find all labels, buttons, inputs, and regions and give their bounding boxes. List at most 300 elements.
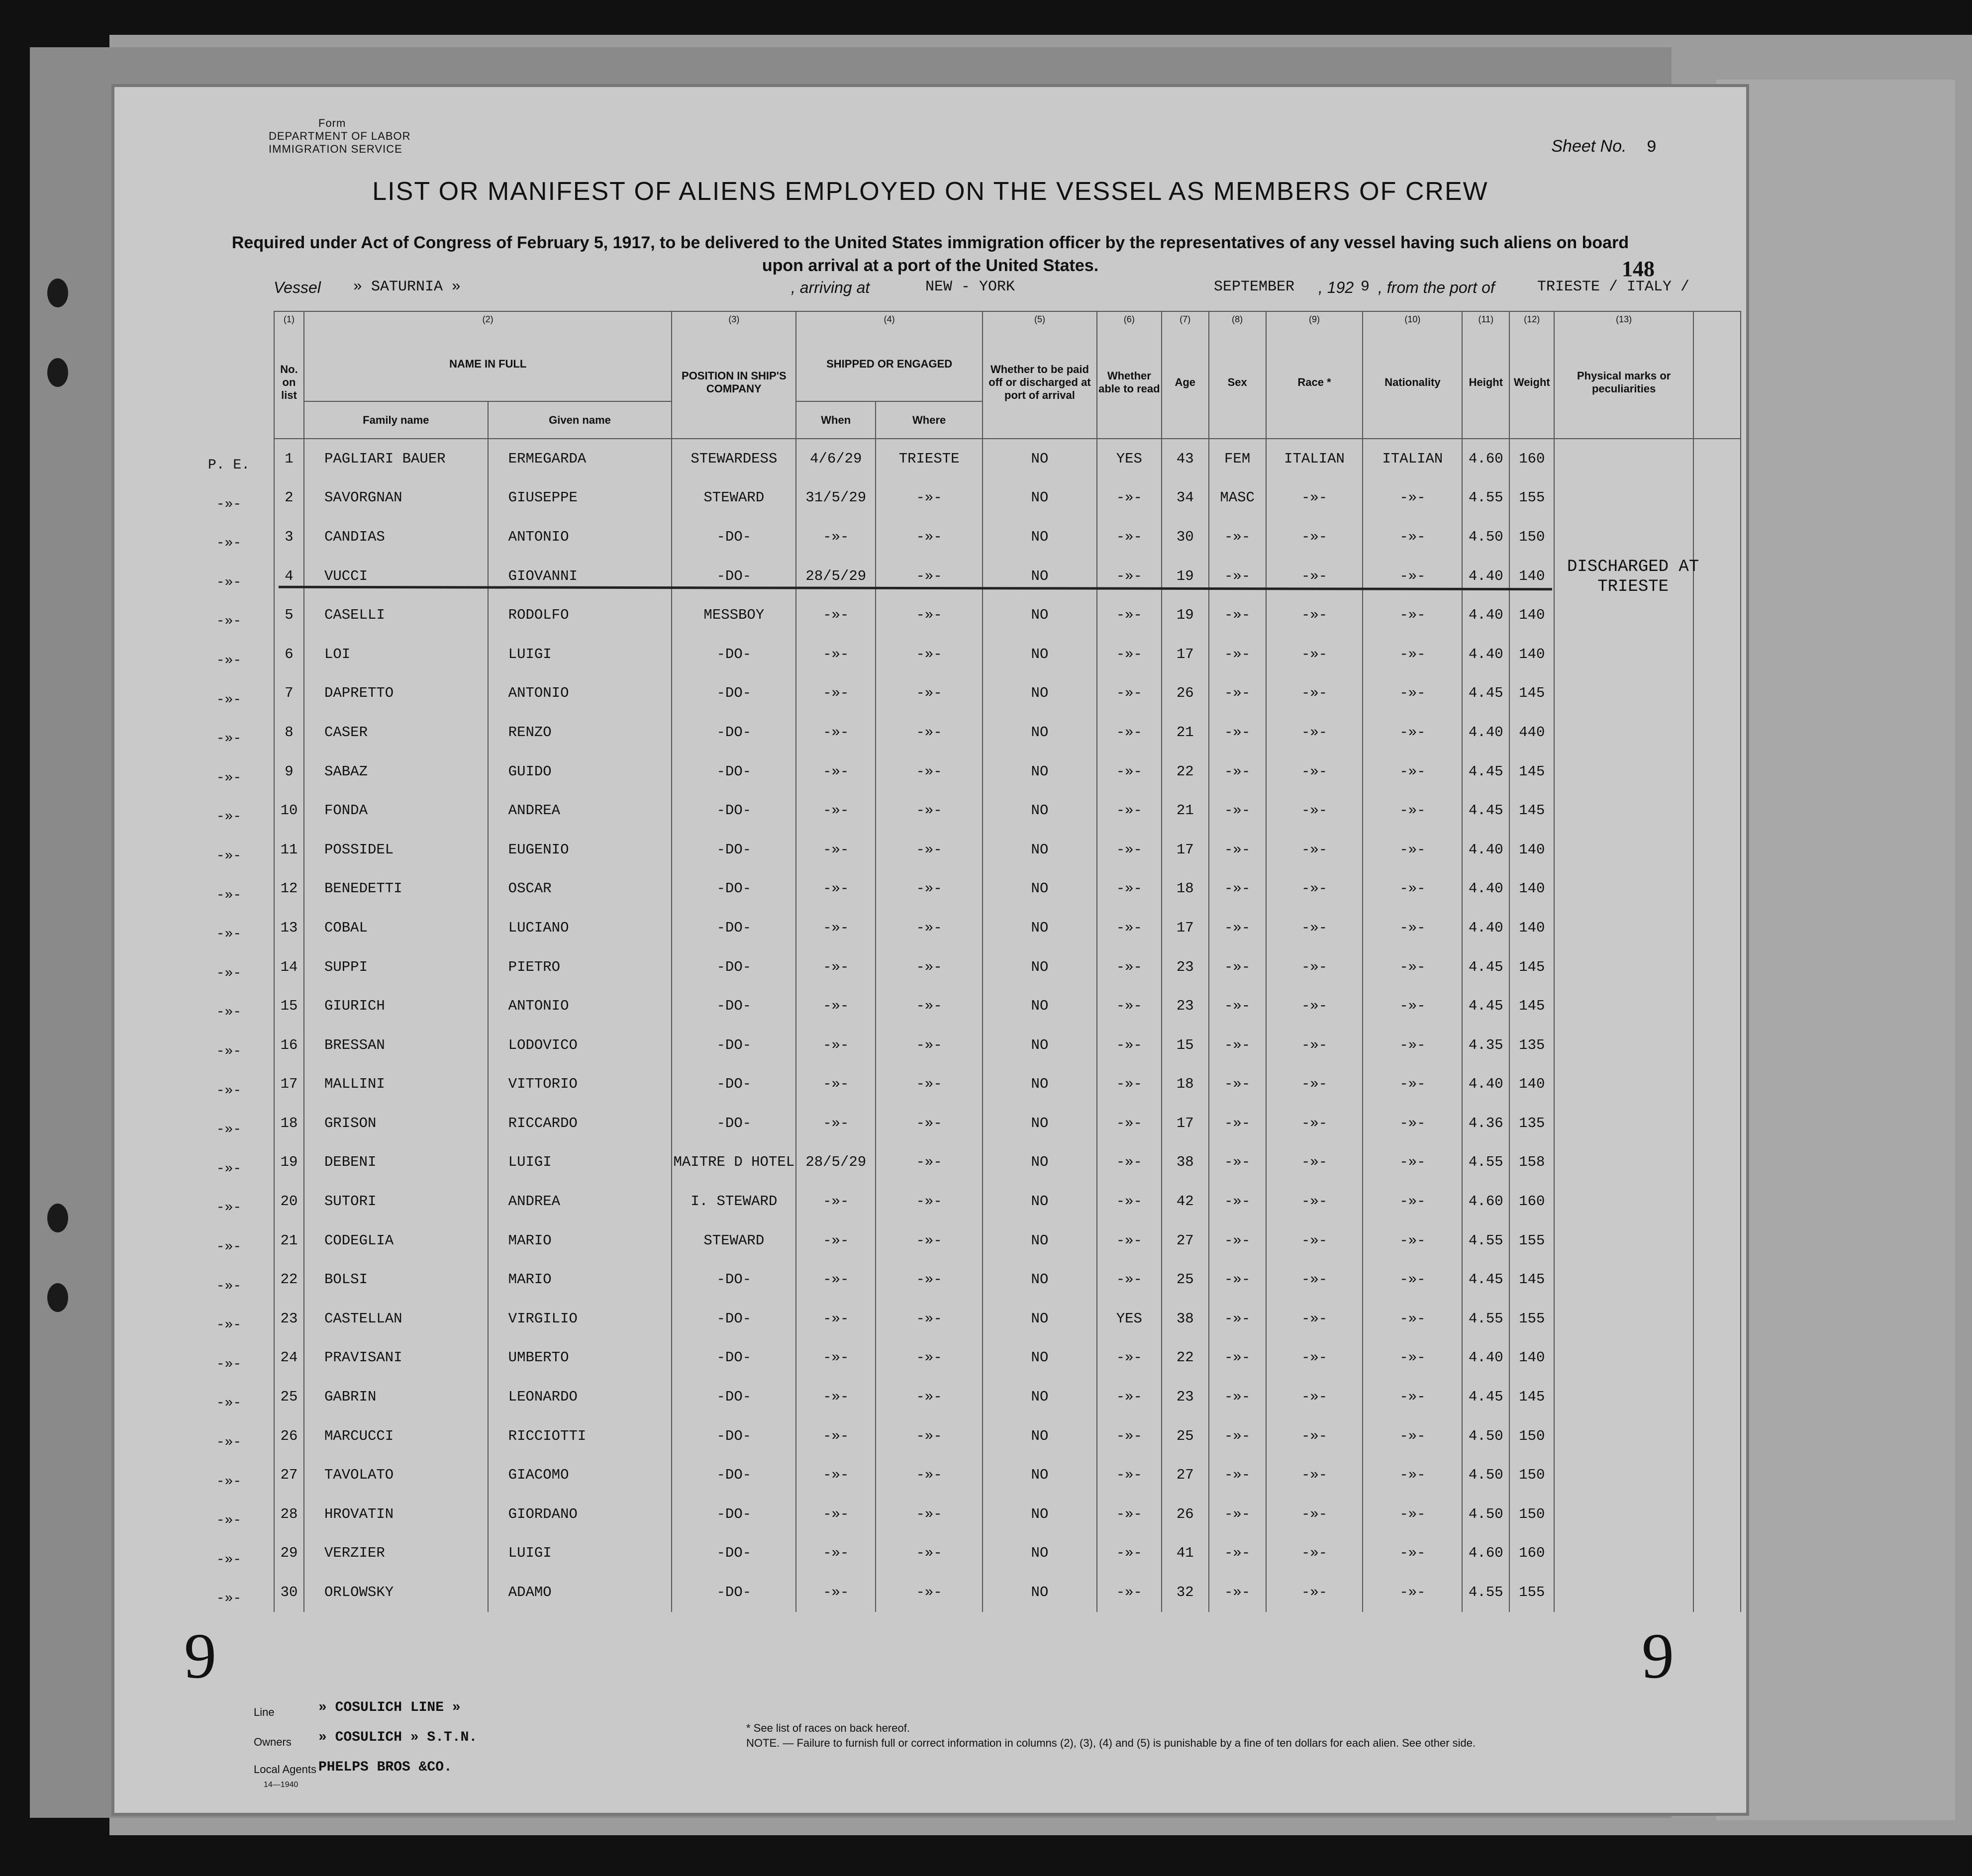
cell-race: -»- [1266,713,1363,752]
cell-marks [1554,713,1693,752]
cell-family: DEBENI [304,1143,488,1182]
cell-race: -»- [1266,674,1363,713]
cell-paid: NO [983,830,1097,869]
sheet-label: Sheet No. [1551,137,1627,156]
cell-sex: -»- [1209,674,1266,713]
cell-paid: NO [983,1026,1097,1065]
owners-label: Owners [254,1736,292,1748]
left-ditto-mark: -»- [216,1474,242,1490]
left-ditto-mark: -»- [216,574,242,590]
discharged-line: DISCHARGED AT [1567,558,1699,576]
cell-weight: 145 [1509,1377,1554,1416]
cell-where: -»- [876,674,983,713]
cell-weight: 160 [1509,439,1554,478]
crew-table [274,311,1741,1612]
cell-marks [1554,478,1693,518]
cell-height: 4.40 [1462,869,1509,909]
cell-blank [1693,713,1741,752]
cell-family: BOLSI [304,1260,488,1299]
left-ditto-mark: -»- [216,848,242,864]
cell-blank [1693,595,1741,635]
cell-age: 18 [1162,869,1209,909]
cell-race: ITALIAN [1266,439,1363,478]
year-value: 9 [1361,279,1370,295]
cell-family: SABAZ [304,752,488,791]
cell-no: 2 [274,478,304,518]
cell-race: -»- [1266,635,1363,674]
form-label: Form [318,117,346,129]
cell-age: 38 [1162,1299,1209,1338]
cell-sex: -»- [1209,1573,1266,1612]
cell-height: 4.40 [1462,908,1509,947]
cell-no: 28 [274,1495,304,1534]
table-row [274,439,1741,478]
cell-marks [1554,1143,1693,1182]
cell-sex: -»- [1209,1338,1266,1378]
cell-where: -»- [876,635,983,674]
cell-when: -»- [796,908,876,947]
cell-given: GIORDANO [488,1495,672,1534]
cell-race: -»- [1266,752,1363,791]
cell-age: 27 [1162,1221,1209,1260]
cell-sex: -»- [1209,1065,1266,1104]
col-num: (4) [796,311,983,327]
cell-weight: 150 [1509,517,1554,557]
header-family-name: Family name [304,401,488,439]
cell-age: 38 [1162,1143,1209,1182]
table-row [274,1455,1741,1495]
cell-weight: 145 [1509,791,1554,830]
cell-height: 4.35 [1462,1026,1509,1065]
cell-sex: -»- [1209,1416,1266,1456]
cell-position: -DO- [672,1338,796,1378]
header-blank [1693,327,1741,439]
header-paid-off: Whether to be paid off or discharged at port of arrival [983,327,1097,439]
cell-read: -»- [1097,517,1162,557]
cell-nat: -»- [1363,1377,1462,1416]
left-ditto-mark: -»- [216,965,242,981]
cell-family: CODEGLIA [304,1221,488,1260]
cell-where: -»- [876,557,983,596]
cell-read: -»- [1097,1182,1162,1221]
cell-when: -»- [796,1455,876,1495]
cell-weight: 135 [1509,1104,1554,1143]
cell-paid: NO [983,439,1097,478]
cell-read: -»- [1097,1221,1162,1260]
from-port: TRIESTE / ITALY / [1537,279,1690,295]
cell-weight: 145 [1509,986,1554,1026]
header-read: Whether able to read [1097,327,1162,439]
cell-marks [1554,1026,1693,1065]
cell-weight: 150 [1509,1495,1554,1534]
stamp-number: 148 [1622,257,1655,281]
cell-no: 29 [274,1534,304,1573]
page-subtitle: Required under Act of Congress of February 5, 1917, to be delivered to the United States immigration officer by the representatives of any vessel having such aliens on board upon arrival at a port of the United States. [231,233,1629,275]
cell-read: -»- [1097,1416,1162,1456]
cell-sex: -»- [1209,1377,1266,1416]
cell-sex: -»- [1209,1260,1266,1299]
cell-race: -»- [1266,1221,1363,1260]
cell-no: 15 [274,986,304,1026]
binder-hole [47,279,68,307]
cell-when: -»- [796,1221,876,1260]
table-row [274,1299,1741,1338]
cell-weight: 160 [1509,1534,1554,1573]
cell-no: 19 [274,1143,304,1182]
cell-when: -»- [796,1338,876,1378]
cell-age: 19 [1162,595,1209,635]
table-row [274,1221,1741,1260]
cell-when: -»- [796,1299,876,1338]
cell-nat: -»- [1363,1143,1462,1182]
crew-rows [274,439,1741,1612]
cell-where: -»- [876,1416,983,1456]
cell-read: -»- [1097,1573,1162,1612]
cell-position: -DO- [672,1260,796,1299]
cell-nat: -»- [1363,1299,1462,1338]
cell-when: -»- [796,1495,876,1534]
cell-no: 16 [274,1026,304,1065]
cell-nat: -»- [1363,986,1462,1026]
cell-paid: NO [983,635,1097,674]
header-race: Race * [1266,327,1363,439]
cell-position: -DO- [672,1495,796,1534]
cell-blank [1693,674,1741,713]
cell-blank [1693,869,1741,909]
left-ditto-mark: -»- [216,1396,242,1411]
cell-age: 42 [1162,1182,1209,1221]
header-nationality: Nationality [1363,327,1462,439]
cell-height: 4.45 [1462,674,1509,713]
cell-age: 17 [1162,635,1209,674]
cell-position: -DO- [672,752,796,791]
cell-family: DAPRETTO [304,674,488,713]
cell-family: FONDA [304,791,488,830]
cell-where: -»- [876,595,983,635]
cell-paid: NO [983,1143,1097,1182]
cell-paid: NO [983,1260,1097,1299]
cell-height: 4.55 [1462,1299,1509,1338]
cell-height: 4.50 [1462,1455,1509,1495]
left-ditto-mark: -»- [216,1435,242,1450]
cell-weight: 140 [1509,908,1554,947]
cell-given: GIUSEPPE [488,478,672,518]
cell-given: LUIGI [488,635,672,674]
binder-hole [47,1204,68,1232]
cell-when: -»- [796,1182,876,1221]
cell-given: LUCIANO [488,908,672,947]
cell-family: COBAL [304,908,488,947]
cell-race: -»- [1266,1573,1363,1612]
cell-age: 21 [1162,791,1209,830]
cell-sex: -»- [1209,752,1266,791]
header-shipped: SHIPPED OR ENGAGED [796,327,983,401]
cell-weight: 140 [1509,635,1554,674]
cell-paid: NO [983,986,1097,1026]
table-row [274,635,1741,674]
table-row [274,1026,1741,1065]
cell-read: -»- [1097,791,1162,830]
cell-blank [1693,1495,1741,1534]
cell-read: -»- [1097,1065,1162,1104]
cell-height: 4.40 [1462,830,1509,869]
left-ditto-mark: -»- [216,1317,242,1333]
sheet-value: 9 [1646,138,1657,157]
cell-blank [1693,752,1741,791]
cell-family: VUCCI [304,557,488,596]
left-ditto-mark: -»- [216,1044,242,1059]
cell-paid: NO [983,1534,1097,1573]
cell-no: 14 [274,947,304,987]
col-num: (13) [1554,311,1693,327]
cell-where: -»- [876,1104,983,1143]
cell-race: -»- [1266,986,1363,1026]
cell-family: POSSIDEL [304,830,488,869]
cell-where: -»- [876,1221,983,1260]
left-ditto-mark: -»- [216,1161,242,1177]
cell-marks [1554,830,1693,869]
left-ditto-mark: -»- [216,614,242,630]
cell-blank [1693,1143,1741,1182]
cell-nat: -»- [1363,1026,1462,1065]
cell-position: -DO- [672,1299,796,1338]
cell-no: 12 [274,869,304,909]
cell-height: 4.40 [1462,1338,1509,1378]
cell-weight: 145 [1509,752,1554,791]
col-num: (11) [1462,311,1509,327]
col-num: (10) [1363,311,1462,327]
cell-when: 28/5/29 [796,557,876,596]
cell-blank [1693,557,1741,596]
cell-blank [1693,478,1741,518]
cell-marks [1554,1416,1693,1456]
cell-position: -DO- [672,1534,796,1573]
cell-marks [1554,908,1693,947]
header-name-in-full: NAME IN FULL [304,327,672,401]
cell-paid: NO [983,1182,1097,1221]
table-row [274,517,1741,557]
note-races: * See list of races on back hereof. [746,1722,910,1734]
cell-paid: NO [983,478,1097,518]
cell-age: 19 [1162,557,1209,596]
vessel-label: Vessel [274,279,321,296]
cell-family: CANDIAS [304,517,488,557]
cell-nat: -»- [1363,1416,1462,1456]
cell-position: STEWARD [672,478,796,518]
arrival-date: SEPTEMBER [1214,279,1295,295]
cell-position: -DO- [672,830,796,869]
left-ditto-mark: -»- [216,1513,242,1529]
cell-sex: -»- [1209,791,1266,830]
cell-blank [1693,1026,1741,1065]
cell-read: -»- [1097,1495,1162,1534]
cell-sex: -»- [1209,1534,1266,1573]
cell-paid: NO [983,791,1097,830]
cell-paid: NO [983,1299,1097,1338]
cell-nat: -»- [1363,1182,1462,1221]
table-row [274,1534,1741,1573]
cell-blank [1693,1455,1741,1495]
left-ditto-mark: -»- [216,653,242,668]
cell-race: -»- [1266,908,1363,947]
cell-weight: 135 [1509,1026,1554,1065]
cell-race: -»- [1266,1182,1363,1221]
cell-given: PIETRO [488,947,672,987]
cell-no: 17 [274,1065,304,1104]
cell-weight: 158 [1509,1143,1554,1182]
cell-race: -»- [1266,1026,1363,1065]
cell-position: -DO- [672,1065,796,1104]
cell-weight: 140 [1509,1338,1554,1378]
left-ditto-mark: -»- [216,1122,242,1138]
cell-read: -»- [1097,908,1162,947]
cell-read: -»- [1097,557,1162,596]
cell-given: ANDREA [488,1182,672,1221]
cell-family: BRESSAN [304,1026,488,1065]
cell-when: -»- [796,869,876,909]
left-ditto-mark: -»- [216,809,242,825]
cell-weight: 155 [1509,1573,1554,1612]
left-ditto-mark: -»- [216,536,242,552]
cell-read: -»- [1097,830,1162,869]
table-row [274,478,1741,518]
cell-when: -»- [796,986,876,1026]
cell-nat: -»- [1363,517,1462,557]
col-num: (8) [1209,311,1266,327]
cell-no: 7 [274,674,304,713]
line-label: Line [254,1706,275,1718]
cell-age: 17 [1162,908,1209,947]
cell-given: ANTONIO [488,986,672,1026]
cell-no: 9 [274,752,304,791]
cell-nat: -»- [1363,752,1462,791]
cell-read: -»- [1097,674,1162,713]
table-row [274,986,1741,1026]
cell-marks [1554,1260,1693,1299]
cell-family: MARCUCCI [304,1416,488,1456]
cell-given: RICCARDO [488,1104,672,1143]
cell-given: MARIO [488,1260,672,1299]
cell-given: OSCAR [488,869,672,909]
cell-where: -»- [876,1534,983,1573]
cell-race: -»- [1266,1495,1363,1534]
cell-read: YES [1097,1299,1162,1338]
sheet-number [1551,137,1657,157]
cell-when: -»- [796,713,876,752]
table-row [274,908,1741,947]
cell-given: GIACOMO [488,1455,672,1495]
cell-where: -»- [876,830,983,869]
cell-sex: -»- [1209,557,1266,596]
cell-paid: NO [983,869,1097,909]
cell-age: 32 [1162,1573,1209,1612]
cell-blank [1693,517,1741,557]
cell-paid: NO [983,1221,1097,1260]
cell-read: -»- [1097,1338,1162,1378]
cell-nat: -»- [1363,947,1462,987]
cell-no: 27 [274,1455,304,1495]
cell-weight: 155 [1509,1221,1554,1260]
cell-when: -»- [796,1260,876,1299]
cell-read: -»- [1097,1377,1162,1416]
cell-sex: -»- [1209,1495,1266,1534]
footer-number-left: 9 [184,1620,216,1692]
cell-blank [1693,1299,1741,1338]
left-ditto-mark: -»- [216,1005,242,1021]
cell-paid: NO [983,947,1097,987]
cell-family: GABRIN [304,1377,488,1416]
cell-read: -»- [1097,1026,1162,1065]
cell-where: -»- [876,1573,983,1612]
col-num: (6) [1097,311,1162,327]
cell-race: -»- [1266,595,1363,635]
cell-where: -»- [876,752,983,791]
cell-family: PRAVISANI [304,1338,488,1378]
cell-age: 23 [1162,986,1209,1026]
cell-sex: -»- [1209,1221,1266,1260]
table-row [274,1495,1741,1534]
cell-family: MALLINI [304,1065,488,1104]
cell-nat: -»- [1363,830,1462,869]
cell-where: -»- [876,517,983,557]
cell-blank [1693,908,1741,947]
cell-weight: 160 [1509,1182,1554,1221]
cell-age: 22 [1162,752,1209,791]
cell-age: 27 [1162,1455,1209,1495]
cell-paid: NO [983,1065,1097,1104]
cell-nat: -»- [1363,478,1462,518]
cell-where: -»- [876,1495,983,1534]
cell-blank [1693,1573,1741,1612]
cell-position: -DO- [672,791,796,830]
cell-no: 10 [274,791,304,830]
cell-paid: NO [983,713,1097,752]
cell-family: GIURICH [304,986,488,1026]
col-num: (1) [274,311,304,327]
cell-weight: 140 [1509,869,1554,909]
cell-read: -»- [1097,1534,1162,1573]
cell-marks [1554,752,1693,791]
cell-age: 30 [1162,517,1209,557]
table-row [274,752,1741,791]
left-ditto-mark: -»- [216,731,242,747]
cell-height: 4.40 [1462,595,1509,635]
cell-position: -DO- [672,908,796,947]
cell-sex: -»- [1209,830,1266,869]
cell-position: -DO- [672,869,796,909]
cell-age: 17 [1162,830,1209,869]
cell-marks [1554,1104,1693,1143]
cell-nat: -»- [1363,1221,1462,1260]
cell-no: 6 [274,635,304,674]
cell-marks [1554,1221,1693,1260]
cell-read: -»- [1097,1260,1162,1299]
table-row [274,1143,1741,1182]
cell-height: 4.40 [1462,1065,1509,1104]
cell-height: 4.40 [1462,557,1509,596]
cell-weight: 140 [1509,557,1554,596]
cell-nat: -»- [1363,869,1462,909]
col-num: (2) [304,311,672,327]
cell-nat: -»- [1363,908,1462,947]
cell-sex: -»- [1209,1026,1266,1065]
cell-blank [1693,1416,1741,1456]
cell-given: GUIDO [488,752,672,791]
department-label: DEPARTMENT OF LABOR [269,130,411,142]
cell-where: -»- [876,1377,983,1416]
cell-read: -»- [1097,986,1162,1026]
cell-paid: NO [983,517,1097,557]
